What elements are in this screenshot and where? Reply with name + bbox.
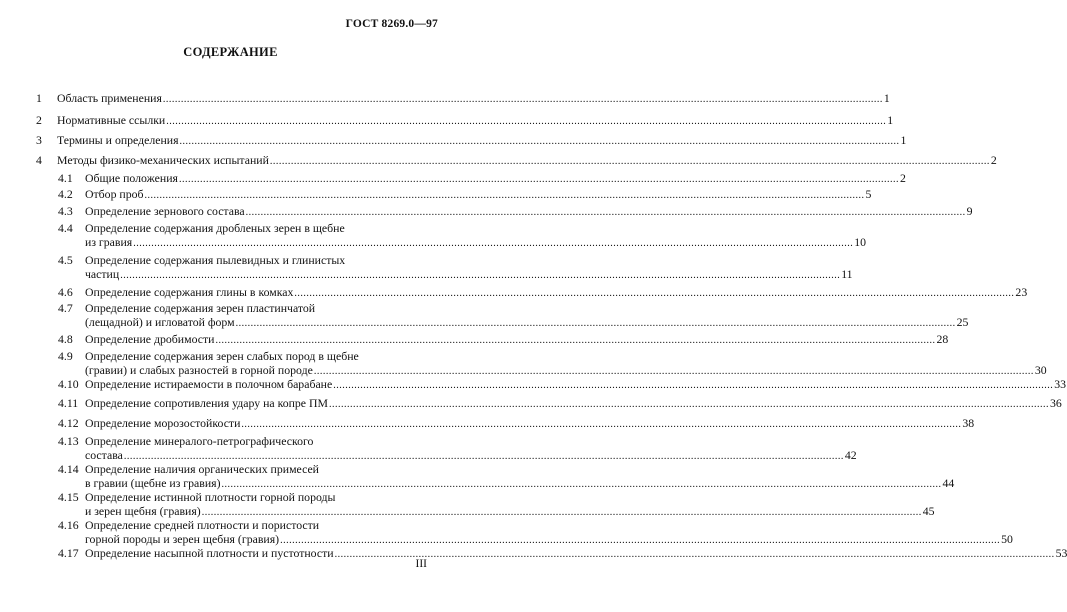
toc-entry[interactable] bbox=[0, 113, 894, 127]
toc-entry-number: 4.1 bbox=[58, 171, 73, 185]
toc-entry-title: в гравии (щебне из гравия) bbox=[85, 476, 221, 490]
toc-entry-title: частиц bbox=[85, 267, 120, 281]
toc-entry-title: горной породы и зерен щебня (гравия) bbox=[85, 532, 280, 546]
toc-entry-title: Определение сопротивления удару на копре ПМ bbox=[85, 396, 328, 410]
toc-entry-number: 4.2 bbox=[58, 187, 73, 201]
dot-leader: ................................................................................................................................................................................................................................................ bbox=[313, 366, 1034, 377]
dot-leader: ................................................................................................................................................................................................................................................ bbox=[269, 156, 990, 167]
toc-entry-title: Методы физико-механических испытаний bbox=[57, 153, 269, 167]
toc-page-number: 25 bbox=[956, 315, 969, 329]
toc-entry[interactable] bbox=[0, 221, 867, 249]
toc-entry-title: Определение истинной плотности горной породы bbox=[85, 490, 336, 504]
toc-page-number: 1 bbox=[883, 91, 890, 105]
toc-page-number: 38 bbox=[962, 416, 975, 430]
toc-page-number: 44 bbox=[942, 476, 955, 490]
toc-entry-title: Определение зернового состава bbox=[85, 204, 245, 218]
toc-page-number: 28 bbox=[936, 332, 949, 346]
toc-entry-title: Определение содержания дробленых зерен в щебне bbox=[85, 221, 345, 235]
toc-entry-title: Термины и определения bbox=[57, 133, 179, 147]
dot-leader: ................................................................................................................................................................................................................................................ bbox=[166, 116, 887, 127]
toc-entry[interactable] bbox=[0, 416, 975, 430]
toc-entry-number: 4.15 bbox=[58, 490, 79, 504]
toc-entry[interactable] bbox=[0, 434, 857, 462]
toc-page-number: 23 bbox=[1015, 285, 1028, 299]
toc-entry-title: Определение наличия органических примесей bbox=[85, 462, 319, 476]
toc-entry[interactable] bbox=[0, 462, 955, 490]
toc-entry-title: Определение содержания глины в комках bbox=[85, 285, 294, 299]
toc-entry-number: 4.7 bbox=[58, 301, 73, 315]
toc-entry-title: Определение истираемости в полочном барабане bbox=[85, 377, 333, 391]
toc-page-number: 1 bbox=[887, 113, 894, 127]
toc-entry[interactable] bbox=[0, 285, 1028, 299]
toc-entry-title: и зерен щебня (гравия) bbox=[85, 504, 201, 518]
toc-entry[interactable] bbox=[0, 133, 907, 147]
toc-entry-number: 4.17 bbox=[58, 546, 79, 560]
toc-entry-number: 4.6 bbox=[58, 285, 73, 299]
toc-entry[interactable] bbox=[0, 171, 906, 185]
toc-entry-title: (лещадной) и игловатой форм bbox=[85, 315, 235, 329]
dot-leader: ................................................................................................................................................................................................................................................ bbox=[221, 479, 942, 490]
dot-leader: ................................................................................................................................................................................................................................................ bbox=[201, 507, 922, 518]
dot-leader: ................................................................................................................................................................................................................................................ bbox=[333, 380, 1054, 391]
toc-page-number: 33 bbox=[1054, 377, 1067, 391]
toc-page-number: 36 bbox=[1050, 396, 1062, 410]
toc-entry[interactable] bbox=[0, 518, 1013, 546]
toc-entry[interactable] bbox=[0, 349, 1047, 377]
dot-leader: ................................................................................................................................................................................................................................................ bbox=[334, 549, 1055, 560]
toc-entry-number: 4.3 bbox=[58, 204, 73, 218]
toc-entry-number: 4.10 bbox=[58, 377, 79, 391]
toc-entry-title: Отбор проб bbox=[85, 187, 144, 201]
toc-entry[interactable] bbox=[0, 253, 853, 281]
toc-entry-title: Определение дробимости bbox=[85, 332, 215, 346]
toc-entry[interactable] bbox=[0, 546, 1067, 560]
toc-entry-title: из гравия bbox=[85, 235, 133, 249]
toc-entry-title: (гравии) и слабых разностей в горной породе bbox=[85, 363, 313, 377]
toc-page-number: 9 bbox=[966, 204, 973, 218]
toc-entry-title: Определение насыпной плотности и пустотности bbox=[85, 546, 334, 560]
page-number: III bbox=[415, 558, 427, 570]
toc-entry-title: Определение содержания зерен слабых пород в щебне bbox=[85, 349, 359, 363]
toc-entry-number: 4.9 bbox=[58, 349, 73, 363]
toc-entry-number: 3 bbox=[36, 133, 42, 147]
toc-entry-number: 2 bbox=[36, 113, 42, 127]
toc-entry-title: Определение содержания пылевидных и глинистых bbox=[85, 253, 346, 267]
toc-entry-number: 4.4 bbox=[58, 221, 73, 235]
toc-entry[interactable] bbox=[0, 187, 872, 201]
toc-entry-number: 4.16 bbox=[58, 518, 79, 532]
toc-entry-number: 4.11 bbox=[58, 396, 79, 410]
toc-entry[interactable] bbox=[0, 91, 890, 105]
toc-entry-number: 4.8 bbox=[58, 332, 73, 346]
toc-entry-title: Определение содержания зерен пластинчатой bbox=[85, 301, 316, 315]
document-code: ГОСТ 8269.0—97 bbox=[345, 18, 438, 30]
dot-leader: ................................................................................................................................................................................................................................................ bbox=[179, 136, 900, 147]
toc-entry-number: 4.13 bbox=[58, 434, 79, 448]
toc-page-number: 5 bbox=[865, 187, 872, 201]
dot-leader: ................................................................................................................................................................................................................................................ bbox=[241, 419, 962, 430]
toc-entry-title: Область применения bbox=[57, 91, 162, 105]
toc-entry[interactable] bbox=[0, 301, 969, 329]
toc-page-number: 53 bbox=[1055, 546, 1067, 560]
toc-page-number: 30 bbox=[1034, 363, 1047, 377]
toc-page-number: 2 bbox=[990, 153, 997, 167]
toc-page-number: 42 bbox=[844, 448, 857, 462]
toc-page-number: 50 bbox=[1001, 532, 1013, 546]
toc-entry[interactable] bbox=[0, 332, 949, 346]
toc-entry[interactable] bbox=[0, 204, 973, 218]
toc-entry[interactable] bbox=[0, 377, 1067, 391]
toc-entry[interactable] bbox=[0, 153, 997, 167]
toc-page-number: 10 bbox=[854, 235, 867, 249]
dot-leader: ................................................................................................................................................................................................................................................ bbox=[162, 94, 883, 105]
toc-entry-title: Определение средней плотности и пористости bbox=[85, 518, 320, 532]
dot-leader: ................................................................................................................................................................................................................................................ bbox=[178, 174, 899, 185]
toc-entry[interactable] bbox=[0, 396, 1062, 410]
toc-entry[interactable] bbox=[0, 490, 935, 518]
toc-entry-title: Определение минералого-петрографического bbox=[85, 434, 314, 448]
toc-page-number: 45 bbox=[922, 504, 935, 518]
toc-entry-number: 1 bbox=[36, 91, 42, 105]
toc-entry-title: Определение морозостойкости bbox=[85, 416, 241, 430]
page-title: СОДЕРЖАНИЕ bbox=[183, 45, 278, 59]
toc-entry-title: состава bbox=[85, 448, 123, 462]
dot-leader: ................................................................................................................................................................................................................................................ bbox=[294, 288, 1015, 299]
toc-page-number: 11 bbox=[841, 267, 853, 281]
dot-leader: ................................................................................................................................................................................................................................................ bbox=[280, 535, 1001, 546]
dot-leader: ................................................................................................................................................................................................................................................ bbox=[144, 190, 865, 201]
dot-leader: ................................................................................................................................................................................................................................................ bbox=[215, 335, 936, 346]
toc-entry-number: 4.14 bbox=[58, 462, 79, 476]
toc-entry-number: 4 bbox=[36, 153, 42, 167]
dot-leader: ................................................................................................................................................................................................................................................ bbox=[245, 207, 966, 218]
toc-entry-title: Нормативные ссылки bbox=[57, 113, 166, 127]
toc-entry-title: Общие положения bbox=[85, 171, 178, 185]
toc-entry-number: 4.12 bbox=[58, 416, 79, 430]
toc-page-number: 2 bbox=[899, 171, 906, 185]
dot-leader: ................................................................................................................................................................................................................................................ bbox=[329, 399, 1049, 410]
dot-leader: ................................................................................................................................................................................................................................................ bbox=[120, 270, 841, 281]
toc-page-number: 1 bbox=[900, 133, 907, 147]
toc-entry-number: 4.5 bbox=[58, 253, 73, 267]
dot-leader: ................................................................................................................................................................................................................................................ bbox=[133, 238, 854, 249]
dot-leader: ................................................................................................................................................................................................................................................ bbox=[123, 451, 844, 462]
dot-leader: ................................................................................................................................................................................................................................................ bbox=[235, 318, 956, 329]
